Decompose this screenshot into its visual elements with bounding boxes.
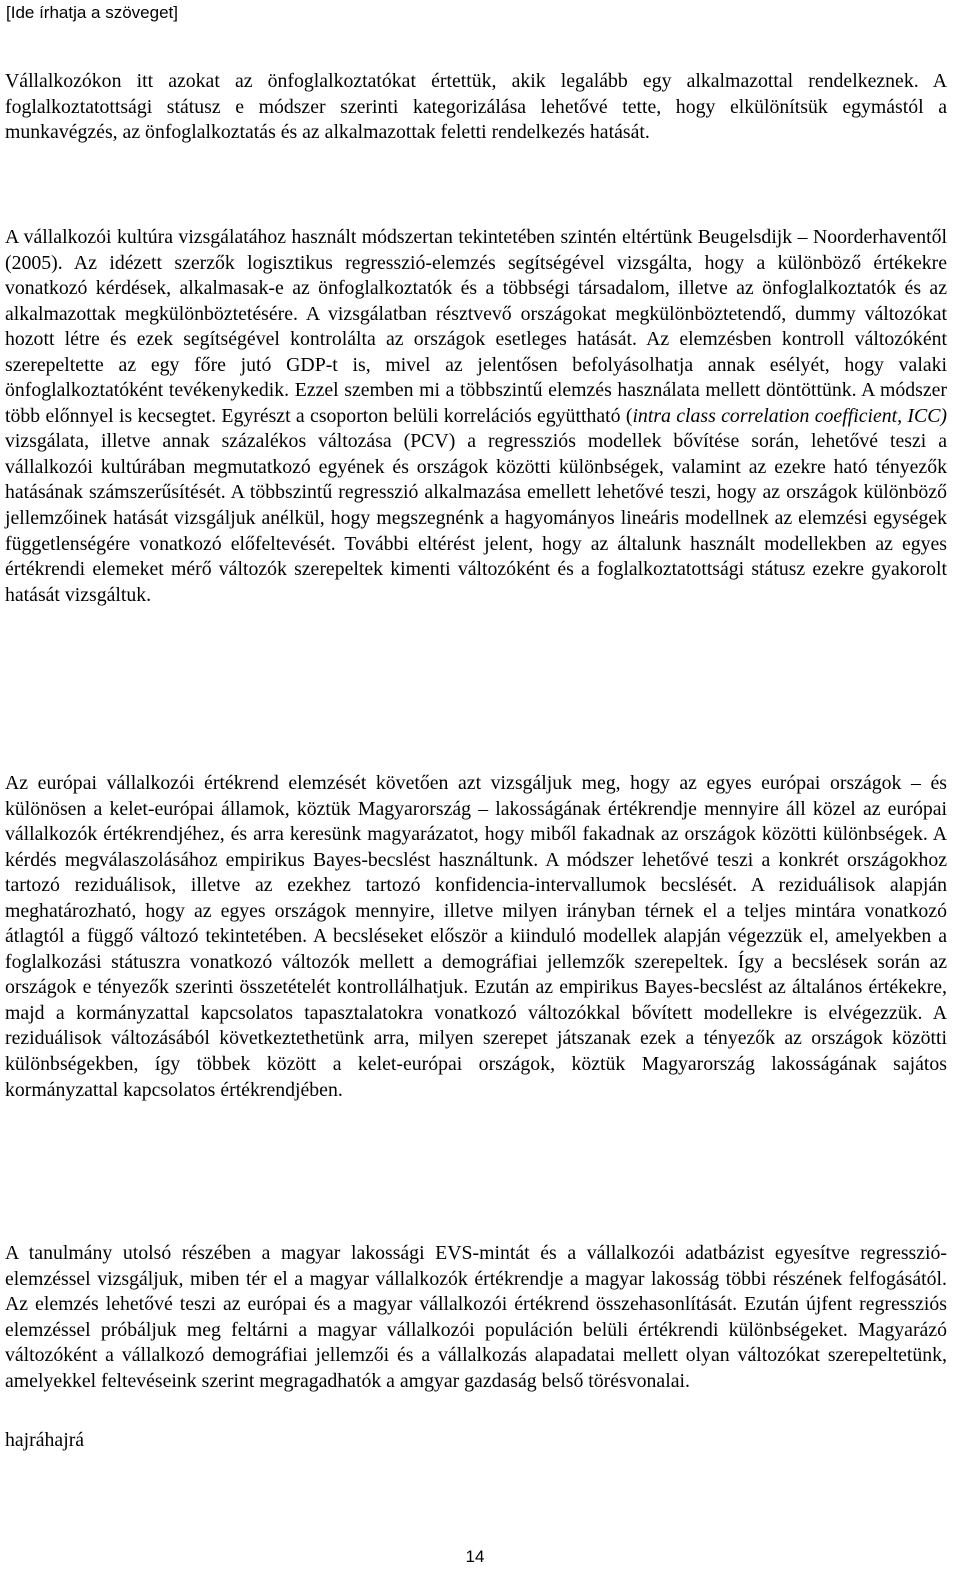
paragraph-3: Az európai vállalkozói értékrend elemzését követően azt vizsgáljuk meg, hogy az egyes európai országok – és különösen a kelet-európai államok, köztük Magyarország – lakosságának értékrendje mennyire áll közel az európai vállalkozók értékrendjéhez, és arra keresünk magyarázatot, hogy miből fakadnak az országok közötti különbségek. A kérdés megválaszolásához empirikus Bayes-becslést használtunk. A módszer lehetővé teszi a konkrét országokhoz tartozó reziduálisok, illetve az ezekhez tartozó konfidencia-intervallumok becslését. A reziduálisok alapján meghatározható, hogy az egyes országok mennyire, illetve milyen irányban térnek el a teljes mintára vonatkozó átlagtól a függő változó tekintetében. A becsléseket először a kiinduló modellek alapján végezzük el, amelyekben a foglalkozási státuszra vonatkozó változók mellett a demográfiai jellemzők szerepeltek. Így a becslések során az országok e tényezők szerinti összetételét kontrollálhatjuk. Ezután az empirikus Bayes-becslést az általános értékekre, majd a kormányzattal kapcsolatos tapasztalatokra vonatkozó változókkal bővített modellekre is elvégezzük. A reziduálisok változásából következtethetünk arra, milyen szerepet játszanak ezek a tényezők az országok közötti különbségekben, így többek között a kelet-európai országok, köztük Magyarország lakosságának sajátos kormányzattal kapcsolatos értékrendjében.	[5, 772, 947, 1101]
closing-word: hajráhajrá	[5, 1429, 85, 1451]
header-placeholder-text[interactable]: [Ide írhatja a szöveget]	[6, 3, 178, 22]
paragraph-1: Vállalkozókon itt azokat az önfoglalkoztatókat értettük, akik legalább egy alkalmazottal rendelkeznek. A foglalkoztatottsági státusz e módszer szerinti kategorizálása lehetővé tette, hogy elkülönítsük egymástól a munkavégzés, az önfoglalkoztatás és az alkalmazottak feletti rendelkezés hatását.	[5, 70, 947, 144]
paragraph-2-text-end: vizsgálata, illetve annak százalékos változása (PCV) a regressziós modellek bővítése során, lehetővé teszi a vállalkozói kultúrában megmutatkozó egyének és országok közötti különbségek, valamint az ezekre ható tényezők hatásának számszerűsítését. A többszintű regresszió alkalmazása emellett lehetővé teszi, hogy az országok különböző jellemzőinek hatását vizsgáljuk anélkül, hogy megszegnénk a hagyományos lineáris modellnek az elemzési egységek függetlenségére vonatkozó előfeltevését. További eltérést jelent, hogy az általunk használt modellekben az egyes értékrendi elemeket mérő változók szerepeltek kimenti változóként és a foglalkoztatottsági státusz ezekre gyakorolt hatását vizsgáltuk.	[5, 430, 947, 606]
page-number: 14	[465, 1547, 485, 1566]
paragraph-2	[5, 225, 947, 608]
paragraph-2-text-start: A vállalkozói kultúra vizsgálatához használt módszertan tekintetében szintén eltértünk Beugelsdijk – Noorderhaventől (2005). Az idézett szerzők logisztikus regresszió-elemzés segítségével vizsgálta, hogy a különböző értékekre vonatkozó kérdések, alkalmasak-e az önfoglalkoztatók és a többségi társadalom, illetve az önfoglalkoztatók és az alkalmazottak megkülönböztetésére. A vizsgálatban résztvevő országokat megkülönböztetendő, dummy változókat hozott létre és ezek segítségével kontrolálta az országok esetleges hatását. Az elemzésben kontroll változóként szerepeltette az egy főre jutó GDP-t is, mivel az jelentősen befolyásolhatja annak esélyét, hogy valaki önfoglalkoztatóként tevékenykedik. Ezzel szemben mi a többszintű elemzés használata mellett döntöttünk. A módszer több előnnyel is kecsegtet. Egyrészt a csoporton belüli korrelációs együttható (	[5, 226, 947, 427]
paragraph-2-italic-term: intra class correlation coefficient, ICC)	[632, 404, 947, 427]
paragraph-4: A tanulmány utolsó részében a magyar lakossági EVS-mintát és a vállalkozói adatbázist egyesítve regresszió-elemzéssel vizsgáljuk, miben tér el a magyar vállalkozók értékrendje a magyar lakosság többi részének felfogásától. Az elemzés lehetővé teszi az európai és a magyar vállalkozói értékrend összehasonlítását. Ezután újfent regressziós elemzéssel próbáljuk meg feltárni a magyar vállalkozói populáción belüli értékrendi különbségeket. Magyarázó változóként a vállalkozó demográfiai jellemzői és a vállalkozás alapadatai mellett olyan változókat szerepeltetünk, amelyekkel feltevéseink szerint megragadhatók a amgyar gazdaság belső törésvonalai.	[5, 1242, 947, 1392]
